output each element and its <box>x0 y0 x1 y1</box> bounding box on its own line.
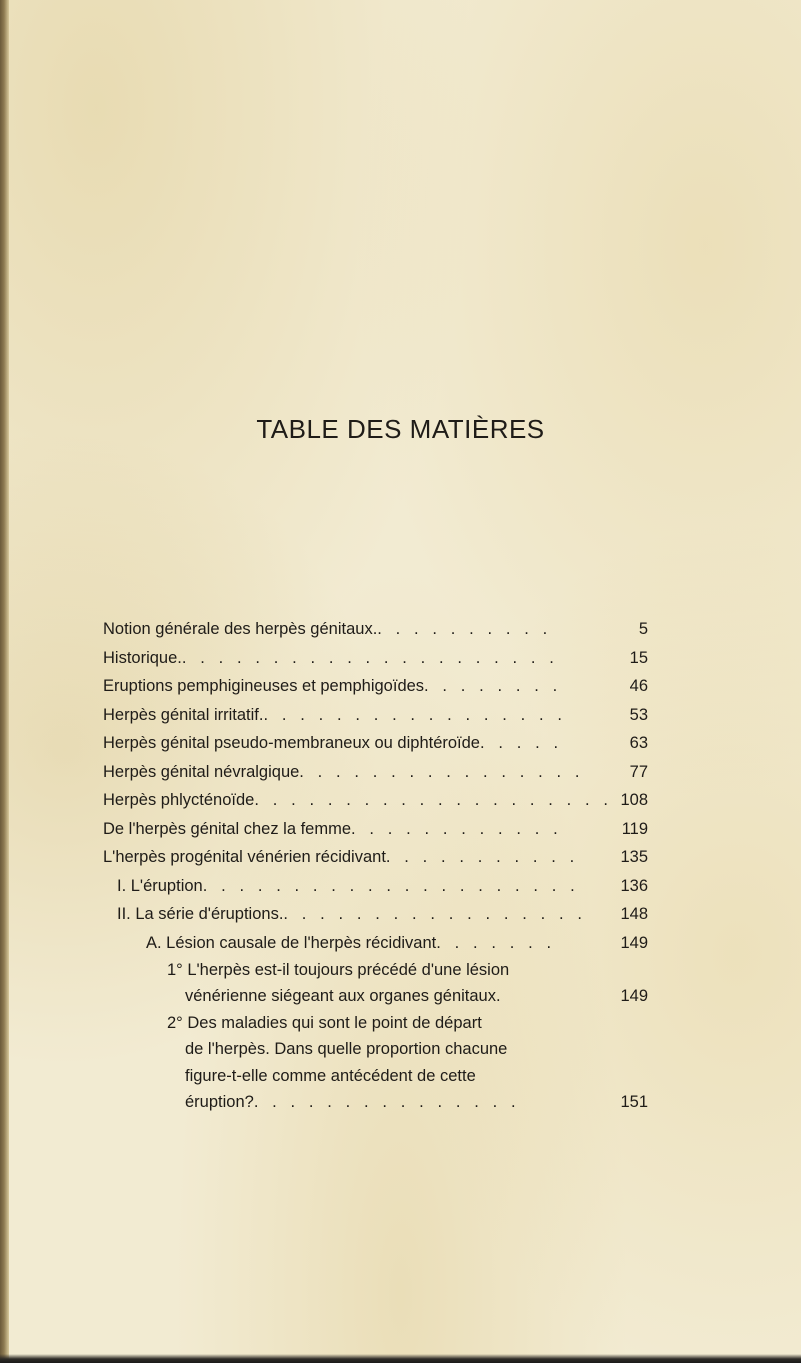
toc-entry <box>103 815 648 843</box>
dot-leader: . . . . . . . . . . . . . . . . <box>299 763 585 781</box>
toc-entry-text: Historique. <box>103 649 182 667</box>
dot-leader: . . . . . . . . . . . . <box>351 820 563 838</box>
dot-leader: . . . . . . . . . . . . . . . . . . . . . <box>181 649 559 667</box>
toc-entry-page: 108 <box>620 791 648 809</box>
dot-leader: . . . . . . . . <box>424 677 562 695</box>
toc-subentry-page: 149 <box>620 987 648 1005</box>
toc-subentry-line <box>185 1090 648 1114</box>
toc-entry <box>103 615 648 643</box>
toc-entry-page: 15 <box>629 649 648 667</box>
toc-entry <box>103 672 648 700</box>
toc-subentry-line <box>167 958 648 982</box>
toc-entry <box>103 701 648 729</box>
toc-entry-page: 149 <box>620 934 648 952</box>
toc-entry-page: 5 <box>638 620 648 638</box>
toc-entry-page: 135 <box>620 848 648 866</box>
book-spine-edge <box>0 0 9 1363</box>
page-title: TABLE DES MATIÈRES <box>256 414 545 444</box>
toc-entry-text: Herpès phlycténoïde <box>103 791 255 809</box>
page-bottom-edge <box>0 1354 801 1363</box>
toc-entry-text: I. L'éruption <box>117 877 203 895</box>
toc-entry <box>103 758 648 786</box>
toc-entry-text: De l'herpès génital chez la femme <box>103 820 352 838</box>
toc-entry-text: Eruptions pemphigineuses et pemphigoïdes <box>103 677 425 695</box>
toc-entry-page: 148 <box>620 905 648 923</box>
toc-subentry-text: 2° Des maladies qui sont le point de départ <box>167 1014 482 1032</box>
toc-entry-page: 46 <box>629 677 648 695</box>
toc-entry-page: 63 <box>629 734 648 752</box>
toc-subentry-text: de l'herpès. Dans quelle proportion chacune <box>185 1040 508 1058</box>
dot-leader: . . . . . . . . . . <box>377 620 552 638</box>
toc-subentry-line <box>185 984 648 1008</box>
dot-leader: . . . . . . . . . . . . . . . <box>253 1093 521 1111</box>
toc-entry-page: 53 <box>629 706 648 724</box>
dot-leader: . . . . . . . . . . . . . . . . . . . . . <box>202 877 580 895</box>
toc-entry-page: 119 <box>621 820 648 838</box>
toc-entry <box>117 872 648 900</box>
dot-leader: . . . . . <box>480 734 563 752</box>
toc-entry-text: L'herpès progénital vénérien récidivant <box>103 848 386 866</box>
toc-subentry-text: éruption? <box>185 1093 254 1111</box>
dot-leader: . . . . . . . . . . . . . . . . . <box>263 706 567 724</box>
toc-entry-text: Herpès génital névralgique <box>103 763 300 781</box>
toc-entry-text: Herpès génital pseudo-membraneux ou diphtéroïde <box>103 734 480 752</box>
toc-subentry-line <box>167 1011 648 1035</box>
toc-entry <box>103 843 648 871</box>
dot-leader: . . . . . . . . . . . <box>385 848 579 866</box>
dot-leader: . . . . . . . <box>436 934 556 952</box>
toc-entry <box>146 929 648 957</box>
toc-subentry-text: 1° L'herpès est-il toujours précédé d'une lésion <box>167 961 510 979</box>
dot-leader: . . . . . . . . . . . . . . . . . . . . <box>254 791 613 809</box>
toc-entry <box>103 786 648 814</box>
toc-subentry-text: vénérienne siégeant aux organes génitaux. <box>185 987 501 1005</box>
toc-entry <box>103 729 648 757</box>
toc-entry-text: A. Lésion causale de l'herpès récidivant <box>146 934 437 952</box>
toc-subentry-line <box>185 1037 648 1061</box>
toc-subentry-line <box>185 1064 648 1088</box>
toc-entry-page: 77 <box>629 763 648 781</box>
toc-entry-text: II. La série d'éruptions. <box>117 905 284 923</box>
toc-entry-text: Notion générale des herpès génitaux. <box>103 620 378 638</box>
toc-entry <box>117 900 648 928</box>
toc-entry-text: Herpès génital irritatif. <box>103 706 264 724</box>
toc-entry-page: 136 <box>620 877 648 895</box>
dot-leader: . . . . . . . . . . . . . . . . . <box>283 905 587 923</box>
toc-subentry-text: figure-t-elle comme antécédent de cette <box>185 1067 476 1085</box>
toc-subentry-page: 151 <box>620 1093 648 1111</box>
toc-entry <box>103 644 648 672</box>
